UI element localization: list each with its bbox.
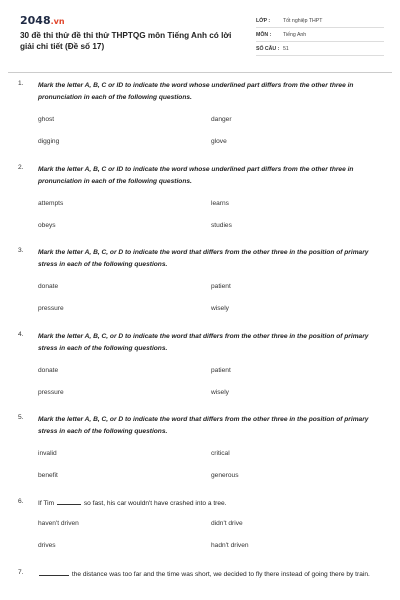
question-number: 5. (18, 414, 24, 421)
option-a[interactable]: attempts (38, 200, 64, 207)
option-d[interactable]: wisely (211, 305, 229, 312)
meta-value: Tiếng Anh (283, 31, 307, 38)
meta-row-count (256, 42, 384, 56)
option-b[interactable]: critical (211, 450, 230, 457)
question-text (38, 498, 382, 510)
question-number: 6. (18, 498, 24, 505)
question-text-after: the distance was too far and the time was short, we decided to fly there instead of going there by train. (71, 571, 370, 578)
option-d[interactable]: hadn't driven (211, 542, 249, 549)
document-header (18, 14, 384, 64)
meta-key: MÔN : (256, 31, 272, 38)
question-text: Mark the letter A, B, C, or D to indicate the word that differs from the other three in the position of primary stress in each of the following questions. (38, 333, 369, 352)
option-c[interactable]: digging (38, 138, 60, 145)
option-a[interactable]: donate (38, 367, 59, 374)
option-d[interactable]: glove (211, 138, 227, 145)
option-b[interactable]: learns (211, 200, 229, 207)
option-b[interactable]: patient (211, 283, 231, 290)
logo-main: 2048 (20, 14, 51, 27)
meta-table (256, 14, 384, 56)
question-number: 1. (18, 80, 24, 87)
question-text-before: If Tim (38, 500, 55, 507)
answer-blank (57, 498, 81, 505)
question-number: 4. (18, 331, 24, 338)
question-text: Mark the letter A, B, C, or D to indicate the word that differs from the other three in the position of primary stress in each of the following questions. (38, 249, 369, 268)
question-text (38, 569, 382, 581)
question-text-after: so fast, his car wouldn't have crashed into a tree. (83, 500, 227, 507)
option-b[interactable]: danger (211, 116, 232, 123)
option-a[interactable]: invalid (38, 450, 57, 457)
option-d[interactable]: generous (211, 472, 239, 479)
option-a[interactable]: ghost (38, 116, 55, 123)
question-text: Mark the letter A, B, C, or D to indicate the word that differs from the other three in the position of primary stress in each of the following questions. (38, 416, 369, 435)
question-number: 2. (18, 164, 24, 171)
question-text: Mark the letter A, B, C or ID to indicate the word whose underlined part differs from the other three in pronunciation in each of the following questions. (38, 166, 354, 185)
meta-row-subject (256, 28, 384, 42)
meta-value: 51 (283, 45, 289, 52)
meta-key: SỐ CÂU : (256, 45, 280, 52)
meta-key: LỚP : (256, 17, 271, 24)
option-c[interactable]: pressure (38, 305, 64, 312)
question-number: 7. (18, 569, 24, 576)
option-b[interactable]: didn't drive (211, 520, 243, 527)
option-c[interactable]: obeys (38, 222, 56, 229)
logo-suffix: .vn (50, 17, 65, 26)
page-title: 30 đề thi thử đề thi thử THPTQG môn Tiếng Anh có lời giải chi tiết (Đề số 17) (20, 31, 232, 51)
option-a[interactable]: haven't driven (38, 520, 79, 527)
option-d[interactable]: studies (211, 222, 232, 229)
site-logo[interactable] (20, 14, 65, 27)
answer-blank (39, 569, 69, 576)
option-b[interactable]: patient (211, 367, 231, 374)
option-c[interactable]: pressure (38, 389, 64, 396)
question-text: Mark the letter A, B, C or ID to indicate the word whose underlined part differs from the other three in pronunciation in each of the following questions. (38, 82, 354, 101)
option-c[interactable]: benefit (38, 472, 58, 479)
option-a[interactable]: donate (38, 283, 59, 290)
header-divider (8, 72, 392, 73)
question-number: 3. (18, 247, 24, 254)
option-c[interactable]: drives (38, 542, 56, 549)
meta-value: Tốt nghiệp THPT (283, 17, 323, 24)
meta-row-class (256, 14, 384, 28)
option-d[interactable]: wisely (211, 389, 229, 396)
